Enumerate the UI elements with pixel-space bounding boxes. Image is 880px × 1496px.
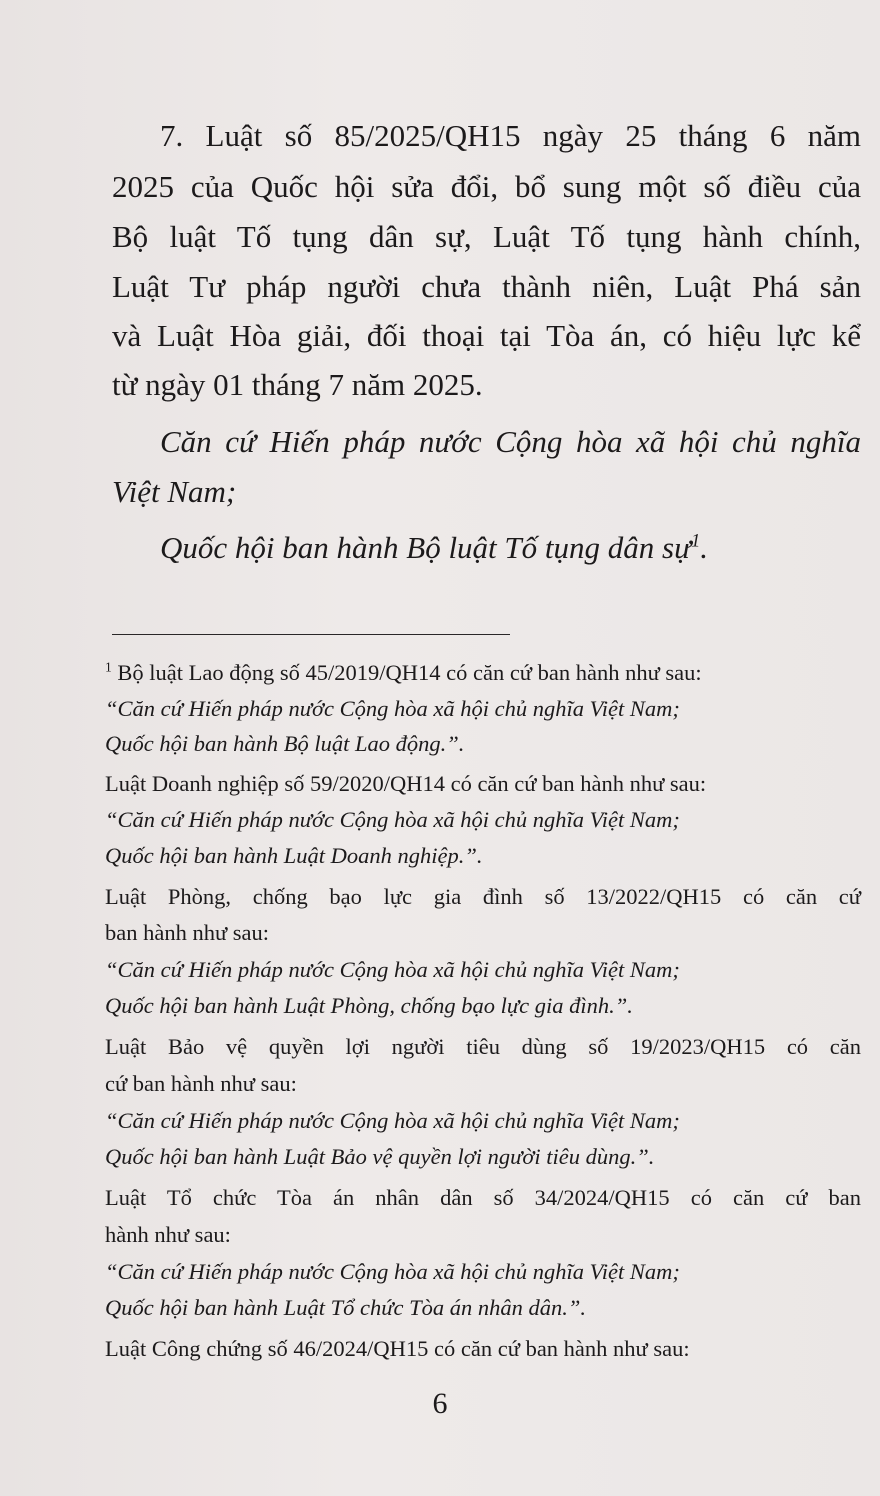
basis-line-2: Việt Nam; xyxy=(112,474,237,509)
item-7-line-3: Bộ luật Tố tụng dân sự, Luật Tố tụng hành chính, xyxy=(112,219,861,254)
footnote-reference[interactable]: 1 xyxy=(691,530,701,552)
footnote-line-3: Quốc hội ban hành Bộ luật Lao động.”. xyxy=(105,731,465,756)
footnote-line-17: “Căn cứ Hiến pháp nước Cộng hòa xã hội chủ nghĩa Việt Nam; xyxy=(105,1259,680,1284)
footnote-line-5: “Căn cứ Hiến pháp nước Cộng hòa xã hội chủ nghĩa Việt Nam; xyxy=(105,807,680,832)
footnote-line-4: Luật Doanh nghiệp số 59/2020/QH14 có căn cứ ban hành như sau: xyxy=(105,771,707,796)
footnote-line-7: Luật Phòng, chống bạo lực gia đình số 13/2022/QH15 có căn cứ xyxy=(105,884,861,909)
footnote-line-2: “Căn cứ Hiến pháp nước Cộng hòa xã hội chủ nghĩa Việt Nam; xyxy=(105,696,680,721)
footnote-marker: 1 xyxy=(105,659,112,675)
footnote-line-8: ban hành như sau: xyxy=(105,920,270,945)
item-7-line-1: 7. Luật số 85/2025/QH15 ngày 25 tháng 6 năm xyxy=(160,118,861,153)
footnote-line-13: “Căn cứ Hiến pháp nước Cộng hòa xã hội chủ nghĩa Việt Nam; xyxy=(105,1108,680,1133)
enactment-end: . xyxy=(700,530,709,565)
item-7-line-4: Luật Tư pháp người chưa thành niên, Luật Phá sản xyxy=(112,269,861,304)
item-7-line-5: và Luật Hòa giải, đối thoại tại Tòa án, có hiệu lực kể xyxy=(112,318,861,353)
footnote-line-11: Luật Bảo vệ quyền lợi người tiêu dùng số 19/2023/QH15 có căn xyxy=(105,1034,861,1059)
basis-line-1: Căn cứ Hiến pháp nước Cộng hòa xã hội chủ nghĩa xyxy=(160,424,861,459)
footnote-line-1: $^1$ Bộ luật Lao động số 45/2019/QH14 có căn cứ ban hành như sau: xyxy=(105,659,702,685)
footnote-line-10: Quốc hội ban hành Luật Phòng, chống bạo lực gia đình.”. xyxy=(105,993,633,1018)
footnote-line-15: Luật Tổ chức Tòa án nhân dân số 34/2024/QH15 có căn cứ ban xyxy=(105,1185,861,1210)
footnote-line-9: “Căn cứ Hiến pháp nước Cộng hòa xã hội chủ nghĩa Việt Nam; xyxy=(105,957,680,982)
footnote-line-12: cứ ban hành như sau: xyxy=(105,1071,297,1096)
item-7-line-6: từ ngày 01 tháng 7 năm 2025. xyxy=(112,367,483,402)
footnote-line-19: Luật Công chứng số 46/2024/QH15 có căn cứ ban hành như sau: xyxy=(105,1336,690,1361)
enactment-text: Quốc hội ban hành Bộ luật Tố tụng dân sự xyxy=(160,530,691,565)
footnote-line-18: Quốc hội ban hành Luật Tổ chức Tòa án nhân dân.”. xyxy=(105,1295,587,1320)
footnote-line-14: Quốc hội ban hành Luật Bảo vệ quyền lợi người tiêu dùng.”. xyxy=(105,1144,655,1169)
page-number: 6 xyxy=(432,1387,448,1420)
item-7-line-2: 2025 của Quốc hội sửa đổi, bổ sung một số điều của xyxy=(112,169,861,204)
enactment-line xyxy=(160,530,708,566)
footnote-line-6: Quốc hội ban hành Luật Doanh nghiệp.”. xyxy=(105,843,483,868)
footnote-line-16: hành như sau: xyxy=(105,1222,231,1247)
footnote-separator xyxy=(112,634,510,635)
